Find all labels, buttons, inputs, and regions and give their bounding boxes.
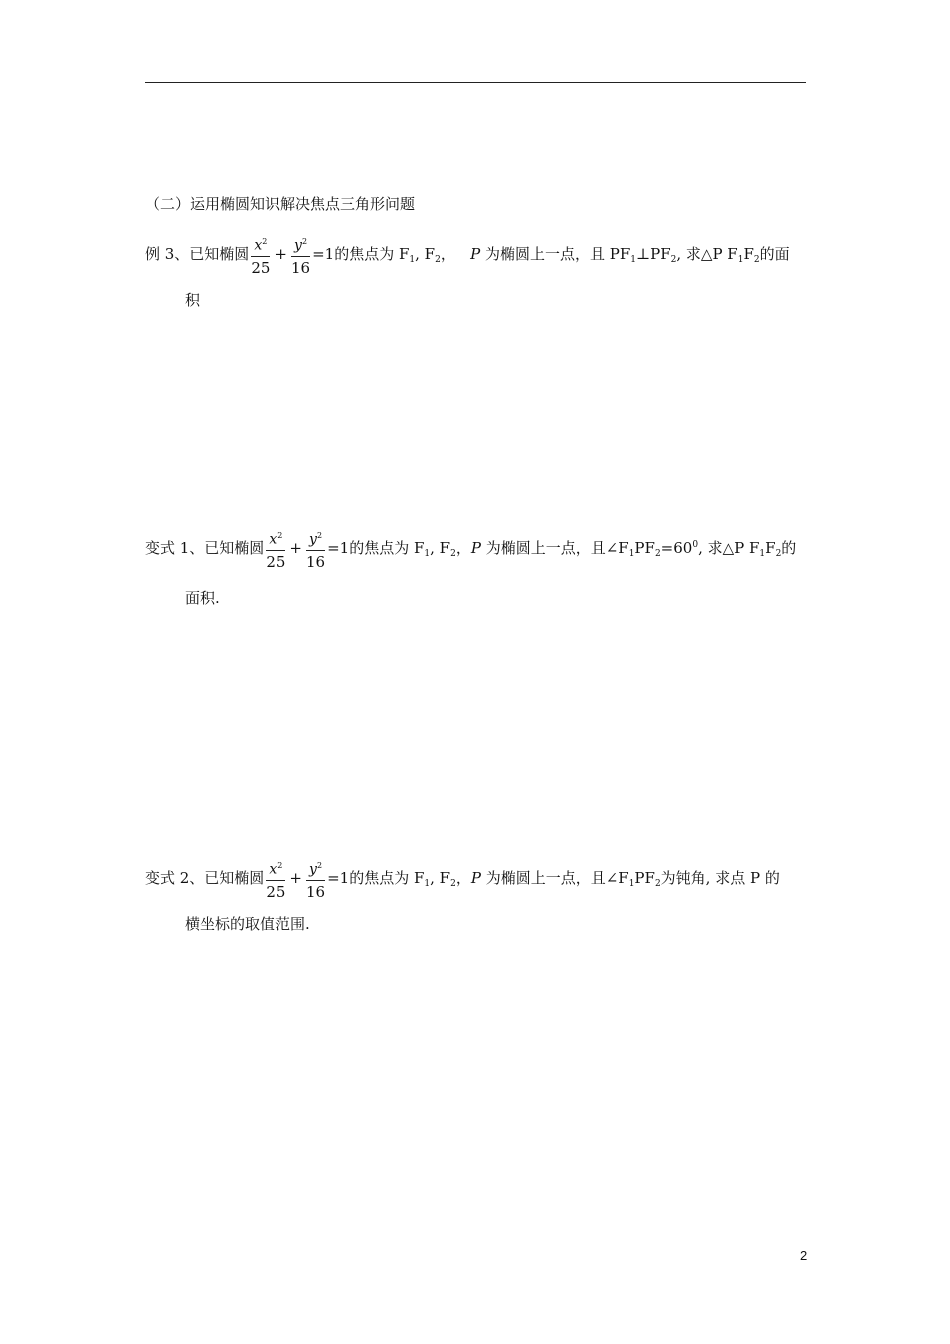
fraction-y-over-16: $\frac{y^2}{16}$	[291, 234, 310, 276]
fraction-y-over-16: $\frac{y^2}{16}$	[306, 528, 325, 570]
equals-one: =1	[312, 244, 335, 263]
variant-2-line-1: 变式 2、已知椭圆 $\frac{x^2}{25}$ + $\frac{y^2}{16}$ =1的焦点为 $F_1$, $F_2$，P 为椭圆上一点，且$\angle F_1PF_2$为钝角, 求点 P 的	[145, 858, 780, 900]
fraction-x-over-25: $\frac{x^2}{25}$	[266, 528, 285, 570]
example-3-line-2: 积	[185, 291, 201, 309]
equals-one: =1	[327, 868, 350, 887]
example-3-prefix: 例 3、已知椭圆	[145, 244, 250, 263]
point-p: P	[470, 538, 481, 557]
plus-sign: +	[289, 538, 302, 557]
fraction-x-over-25: $\frac{x^2}{25}$	[266, 858, 285, 900]
variant-2-prefix: 变式 2、已知椭圆	[145, 868, 265, 887]
variant-1-line-2: 面积.	[185, 589, 220, 607]
variant-1-line-1: 变式 1、已知椭圆 $\frac{x^2}{25}$ + $\frac{y^2}{16}$ =1的焦点为 $F_1$, $F_2$，P 为椭圆上一点，且$\angle F_1PF_2=60^0$, 求△P $F_1F_2$的	[145, 528, 796, 570]
fraction-x-over-25: $\frac{x^2}{25}$	[251, 234, 270, 276]
equals-one: =1	[327, 538, 350, 557]
point-p: P	[470, 868, 481, 887]
variant-2-line-2: 横坐标的取值范围.	[185, 915, 310, 933]
header-rule	[145, 82, 806, 83]
page-number: 2	[800, 1248, 808, 1263]
plus-sign: +	[289, 868, 302, 887]
plus-sign: +	[274, 244, 287, 263]
fraction-y-over-16: $\frac{y^2}{16}$	[306, 858, 325, 900]
variant-1-prefix: 变式 1、已知椭圆	[145, 538, 265, 557]
point-p: P	[470, 244, 481, 263]
section-title: （二）运用椭圆知识解决焦点三角形问题	[145, 195, 416, 213]
example-3-line-1: 例 3、已知椭圆 $\frac{x^2}{25}$ + $\frac{y^2}{16}$ =1的焦点为 $F_1$, $F_2$， P 为椭圆上一点，且 $PF_1\perp PF_2$, 求△P $F_1F_2$的面	[145, 234, 790, 276]
